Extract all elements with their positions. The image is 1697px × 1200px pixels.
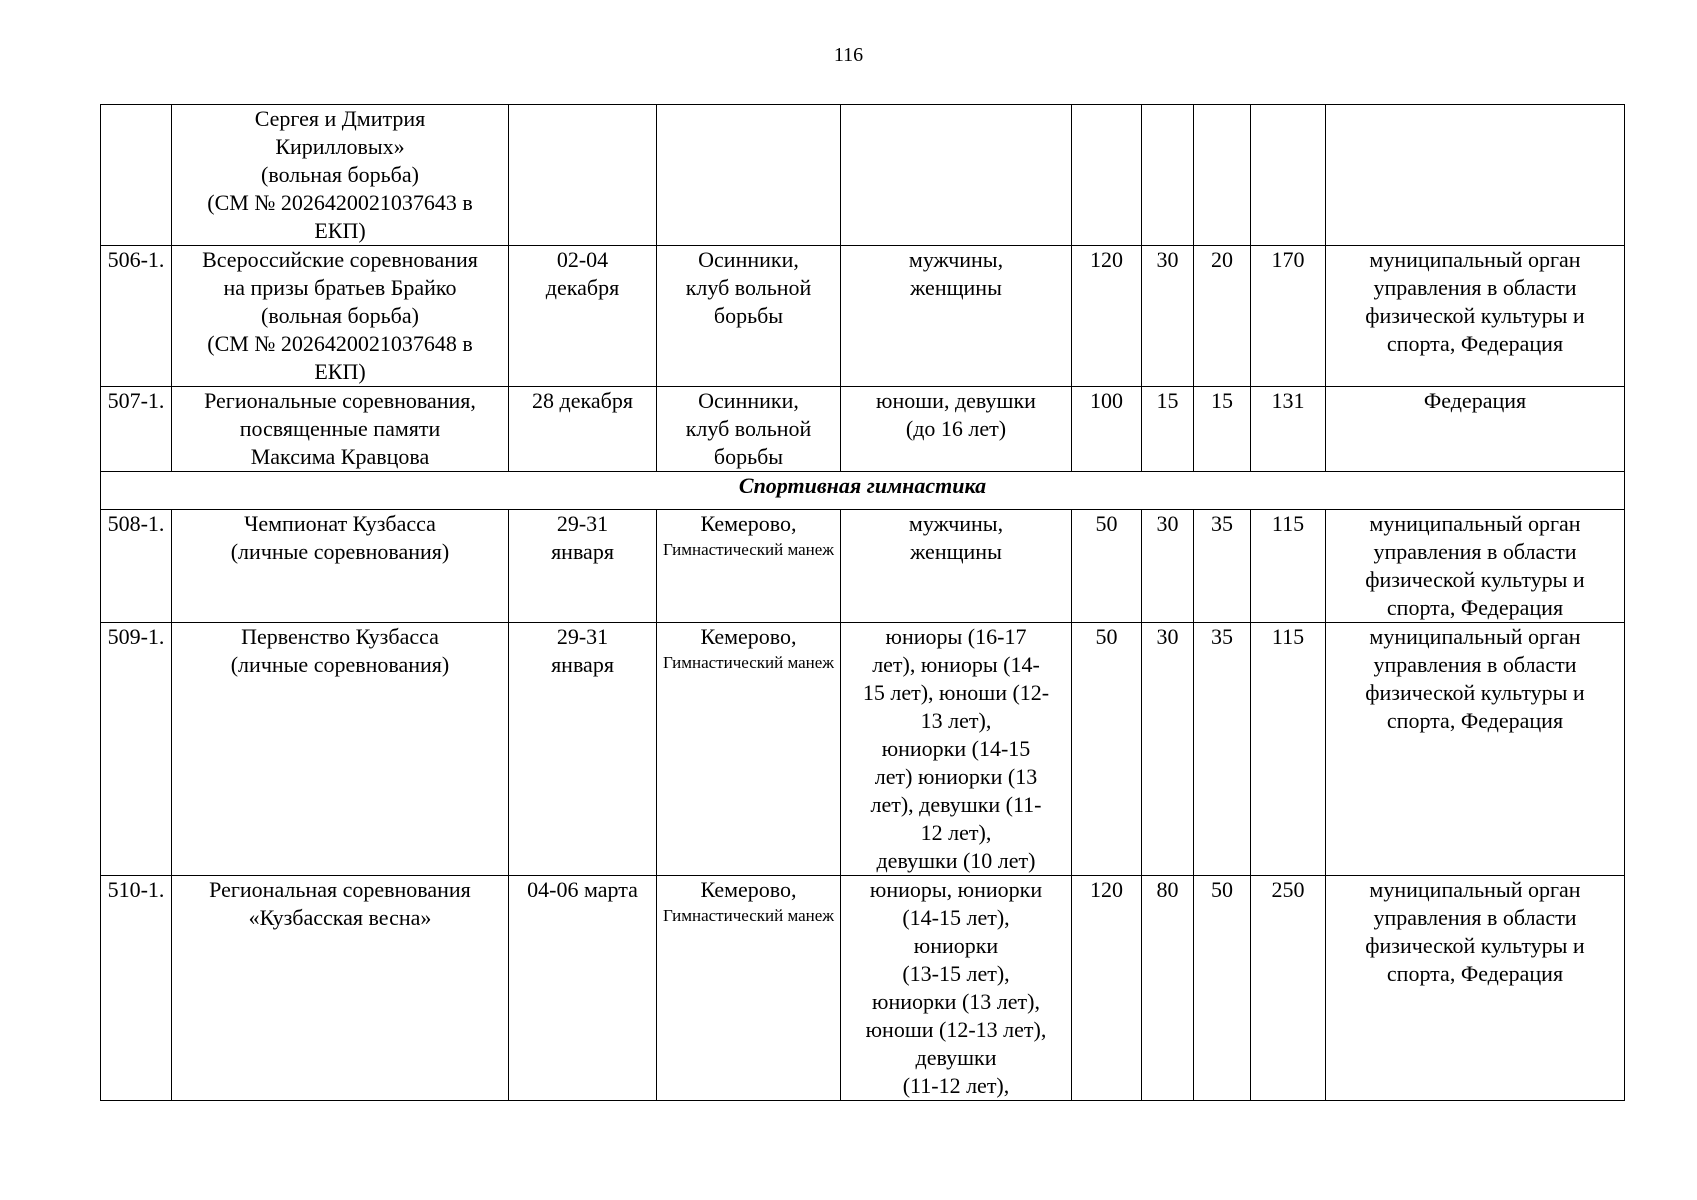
participants-line: юниорки (913, 933, 999, 958)
participants (841, 387, 1072, 472)
participants-line: девушки (915, 1045, 997, 1070)
organizer (1326, 876, 1625, 1101)
row-number: 509-1. (101, 623, 172, 876)
venue-city: Осинники, (698, 247, 799, 272)
participants-line: девушки (10 лет) (876, 848, 1036, 873)
event-venue (657, 387, 841, 472)
table-row (101, 387, 1625, 472)
count-n4: 115 (1251, 623, 1326, 876)
event-name-line: «Кузбасская весна» (248, 905, 432, 930)
participants-line: мужчины, (908, 511, 1004, 536)
organizer (1326, 623, 1625, 876)
row-number: 508-1. (101, 510, 172, 623)
organizer-line: муниципальный орган (1369, 877, 1581, 902)
organizer-line: спорта, Федерация (1386, 595, 1564, 620)
participants (841, 876, 1072, 1101)
venue-place: клуб вольной борьбы (685, 275, 812, 328)
participants-line: лет), девушки (11- (870, 792, 1042, 817)
event-date-line: 29-31 (556, 511, 609, 536)
participants-line: юниоры (16-17 (885, 624, 1027, 649)
event-venue (657, 105, 841, 246)
event-date-line: января (551, 539, 614, 564)
participants (841, 623, 1072, 876)
participants-line: (11-12 лет), (902, 1073, 1010, 1098)
organizer-line: физической культуры и (1365, 680, 1585, 705)
organizer-line: Федерация (1423, 388, 1527, 413)
count-n1: 100 (1072, 387, 1142, 472)
event-date (509, 246, 657, 387)
participants-line: юноши, девушки (876, 388, 1036, 413)
participants-line: 13 лет), (920, 708, 992, 733)
venue-city: Кемерово, (700, 511, 797, 536)
organizer (1326, 246, 1625, 387)
organizer-line: спорта, Федерация (1386, 708, 1564, 733)
row-number: 506-1. (101, 246, 172, 387)
venue-place: клуб вольной борьбы (685, 416, 812, 469)
participants-line: юниорки (13 лет), (872, 989, 1040, 1014)
organizer-line: спорта, Федерация (1386, 331, 1564, 356)
count-n3: 15 (1194, 387, 1251, 472)
event-date-line: 29-31 (556, 624, 609, 649)
table-row (101, 623, 1625, 876)
event-venue (657, 876, 841, 1101)
participants-line: (до 16 лет) (905, 416, 1007, 441)
count-n4: 250 (1251, 876, 1326, 1101)
event-date (509, 623, 657, 876)
participants-line: юниорки (14-15 (881, 736, 1031, 761)
organizer-line: управления в области (1373, 275, 1577, 300)
venue-city: Кемерово, (700, 624, 797, 649)
count-n2: 30 (1142, 510, 1194, 623)
participants (841, 246, 1072, 387)
event-name-line: (СМ № 2026420021037648 в (207, 331, 473, 356)
event-venue (657, 246, 841, 387)
row-number: 507-1. (101, 387, 172, 472)
organizer (1326, 387, 1625, 472)
event-name (172, 105, 509, 246)
table-row (101, 510, 1625, 623)
event-venue (657, 623, 841, 876)
event-date-line: января (551, 652, 614, 677)
participants (841, 105, 1072, 246)
count-n2: 30 (1142, 246, 1194, 387)
event-name-line: посвященные памяти (239, 416, 441, 441)
count-n1: 50 (1072, 510, 1142, 623)
venue-city: Кемерово, (700, 877, 797, 902)
participants-line: юниоры, юниорки (869, 877, 1043, 902)
organizer-line: управления в области (1373, 539, 1577, 564)
count-n2: 30 (1142, 623, 1194, 876)
event-name (172, 246, 509, 387)
count-n2 (1142, 105, 1194, 246)
event-name-line: на призы братьев Брайко (223, 275, 457, 300)
organizer (1326, 510, 1625, 623)
organizer-line: муниципальный орган (1369, 511, 1581, 536)
participants-line: (14-15 лет), (902, 905, 1010, 930)
event-date-line: 02-04 (556, 247, 609, 272)
event-name-line: (вольная борьба) (261, 162, 419, 187)
venue-place: Гимнастический манеж (662, 653, 835, 672)
event-name-line: Сергея и Дмитрия (254, 106, 426, 131)
organizer-line: спорта, Федерация (1386, 961, 1564, 986)
event-date (509, 510, 657, 623)
event-name-line: Кирилловых» (275, 134, 405, 159)
organizer-line: управления в области (1373, 652, 1577, 677)
count-n3 (1194, 105, 1251, 246)
count-n3: 35 (1194, 623, 1251, 876)
count-n1: 120 (1072, 876, 1142, 1101)
participants-line: лет) юниорки (13 (874, 764, 1038, 789)
count-n2: 15 (1142, 387, 1194, 472)
organizer-line: физической культуры и (1365, 567, 1585, 592)
event-name-line: ЕКП) (314, 359, 366, 384)
count-n4: 131 (1251, 387, 1326, 472)
event-date-line: декабря (545, 275, 620, 300)
count-n4: 115 (1251, 510, 1326, 623)
event-name-line: Региональная соревнования (209, 877, 471, 902)
event-venue (657, 510, 841, 623)
venue-place: Гимнастический манеж (662, 540, 835, 559)
count-n3: 50 (1194, 876, 1251, 1101)
count-n1 (1072, 105, 1142, 246)
event-name-line: (личные соревнования) (230, 652, 450, 677)
event-name-line: ЕКП) (314, 218, 366, 243)
participants (841, 510, 1072, 623)
event-date-line: 04-06 марта (527, 877, 638, 902)
event-name-line: (СМ № 2026420021037643 в (207, 190, 473, 215)
table-row (101, 876, 1625, 1101)
event-name-line: Чемпионат Кузбасса (244, 511, 436, 536)
count-n4 (1251, 105, 1326, 246)
participants-line: женщины (910, 275, 1002, 300)
event-name-line: Региональные соревнования, (204, 388, 476, 413)
event-date-line: 28 декабря (532, 388, 633, 413)
count-n3: 35 (1194, 510, 1251, 623)
event-name-line: (вольная борьба) (261, 303, 419, 328)
event-date (509, 105, 657, 246)
venue-place: Гимнастический манеж (662, 906, 835, 925)
count-n1: 50 (1072, 623, 1142, 876)
event-name (172, 387, 509, 472)
events-table (100, 104, 1625, 1101)
count-n3: 20 (1194, 246, 1251, 387)
organizer-line: управления в области (1373, 905, 1577, 930)
participants-line: (13-15 лет), (902, 961, 1010, 986)
organizer (1326, 105, 1625, 246)
participants-line: лет), юниоры (14- (872, 652, 1040, 677)
event-name-line: Максима Кравцова (250, 444, 430, 469)
event-name-line: Первенство Кузбасса (241, 624, 439, 649)
table-row (101, 246, 1625, 387)
participants-line: 12 лет), (920, 820, 992, 845)
participants-line: мужчины, (908, 247, 1004, 272)
organizer-line: муниципальный орган (1369, 247, 1581, 272)
count-n1: 120 (1072, 246, 1142, 387)
organizer-line: муниципальный орган (1369, 624, 1581, 649)
count-n2: 80 (1142, 876, 1194, 1101)
event-date (509, 387, 657, 472)
event-name-line: (личные соревнования) (230, 539, 450, 564)
participants-line: женщины (910, 539, 1002, 564)
event-name-line: Всероссийские соревнования (202, 247, 478, 272)
page-number: 116 (833, 44, 864, 66)
row-number (101, 105, 172, 246)
event-name (172, 510, 509, 623)
section-title: Спортивная гимнастика (101, 472, 1625, 510)
section-row (101, 472, 1625, 510)
event-name (172, 623, 509, 876)
event-date (509, 876, 657, 1101)
event-name (172, 876, 509, 1101)
count-n4: 170 (1251, 246, 1326, 387)
organizer-line: физической культуры и (1365, 933, 1585, 958)
participants-line: 15 лет), юноши (12- (862, 680, 1050, 705)
table-row (101, 105, 1625, 246)
participants-line: юноши (12-13 лет), (865, 1017, 1047, 1042)
organizer-line: физической культуры и (1365, 303, 1585, 328)
venue-city: Осинники, (698, 388, 799, 413)
row-number: 510-1. (101, 876, 172, 1101)
